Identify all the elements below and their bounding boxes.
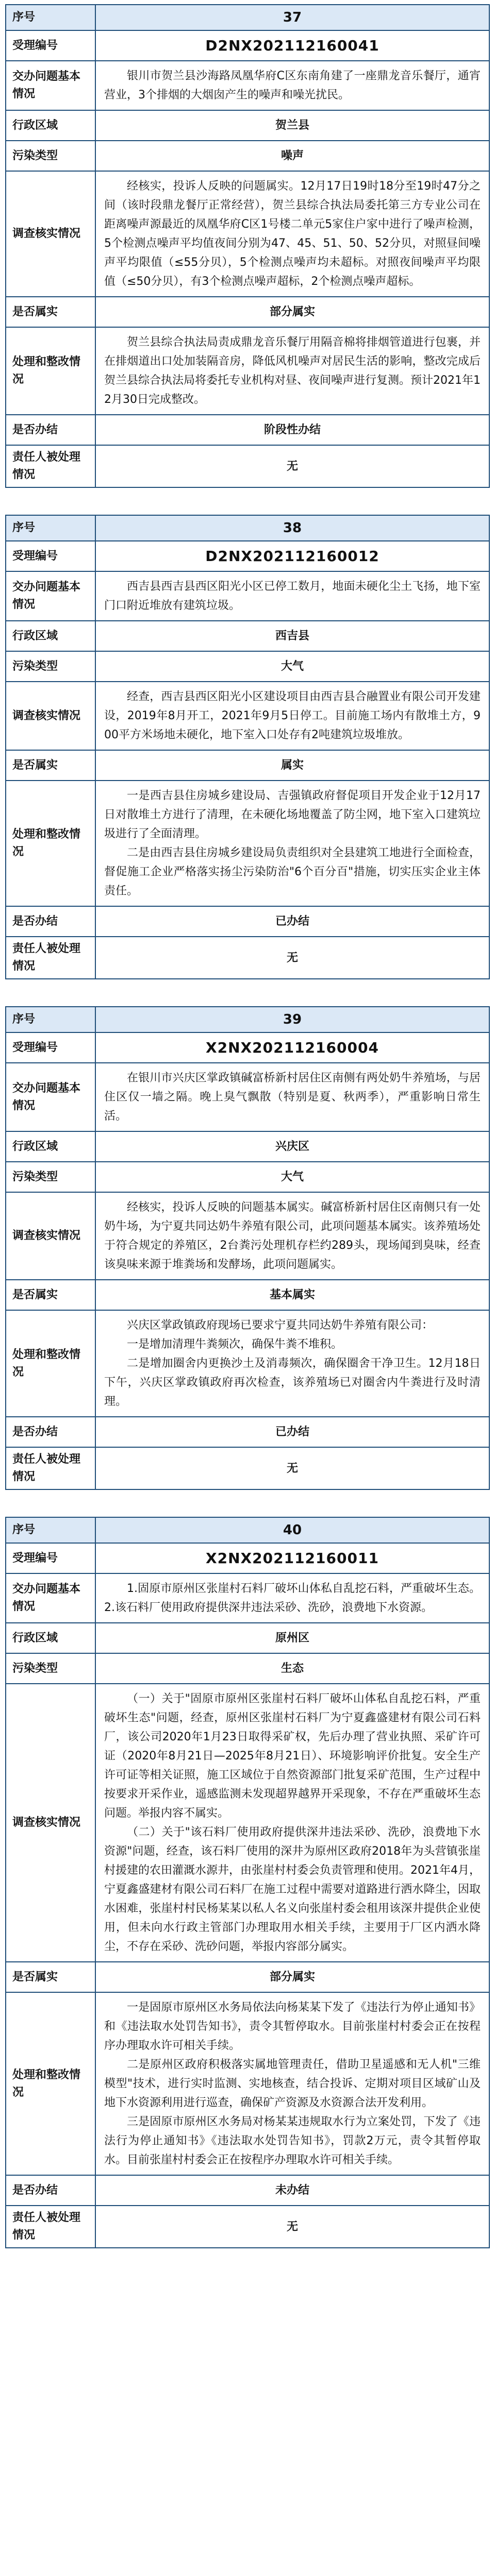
seq-row: [6, 515, 489, 541]
handling-row: [6, 1310, 489, 1417]
handling-row: [6, 781, 489, 906]
handling-paragraph: 一是西吉县住房城乡建设局、吉强镇政府督促项目开发企业于12月17日对散堆土方进行了清理，在未硬化场地覆盖了防尘网，地下室入口建筑垃圾进行了全面清理。: [104, 789, 481, 840]
investigation-row: [6, 1192, 489, 1280]
region-label: 行政区域: [6, 1623, 95, 1653]
case-table: [5, 515, 490, 979]
accountability-value: 无: [95, 937, 489, 979]
closed-row: [6, 2175, 489, 2206]
handling-value: [95, 327, 489, 415]
case-separator: [0, 979, 495, 1006]
handling-paragraph: 兴庆区掌政镇政府现场已要求宁夏共同达奶牛养殖有限公司：: [127, 1319, 434, 1332]
region-label: 行政区域: [6, 110, 95, 141]
issue-label: 交办问题基本情况: [6, 1573, 95, 1623]
verified-value: 部分属实: [95, 1962, 489, 1992]
case-table: [5, 1006, 490, 1490]
pollution-label: 污染类型: [6, 141, 95, 171]
code-value: X2NX202112160011: [95, 1543, 489, 1573]
issue-row: [6, 1063, 489, 1131]
investigation-row: [6, 171, 489, 297]
region-row: [6, 1623, 489, 1653]
investigation-value: [95, 1684, 489, 1962]
pollution-value: 大气: [95, 651, 489, 682]
verified-row: [6, 1962, 489, 1992]
seq-row: [6, 1007, 489, 1032]
accountability-row: [6, 445, 489, 487]
accountability-row: [6, 2206, 489, 2248]
region-value: 兴庆区: [95, 1131, 489, 1162]
verified-label: 是否属实: [6, 750, 95, 781]
region-row: [6, 110, 489, 141]
region-value: 原州区: [95, 1623, 489, 1653]
verified-row: [6, 1280, 489, 1310]
investigation-label: 调查核实情况: [6, 1192, 95, 1280]
case-separator: [0, 1490, 495, 1517]
region-value: 西吉县: [95, 621, 489, 651]
closed-label: 是否办结: [6, 2175, 95, 2206]
issue-label: 交办问题基本情况: [6, 571, 95, 621]
investigation-value: [95, 1192, 489, 1280]
accountability-row: [6, 1447, 489, 1489]
handling-row: [6, 1992, 489, 2175]
investigation-value: [95, 682, 489, 750]
issue-value: 西吉县西吉县西区阳光小区已停工数月，地面未硬化尘土飞扬，地下室门口附近堆放有建筑垃圾。: [95, 571, 489, 621]
code-label: 受理编号: [6, 541, 95, 571]
case-table: [5, 1517, 490, 2248]
code-label: 受理编号: [6, 1543, 95, 1573]
investigation-paragraph: 经核实，投诉人反映的问题属实。12月17日19时18分至19时47分之间（该时段鼎龙餐厅正常经营），贺兰县综合执法局委托第三方专业公司在距离噪声源最近的凤凰华府C区1号楼二单元5家住户家中进行了噪声检测，5个检测点噪声平均值夜间分别为47、45、51、50、52分贝，对照昼间噪声平均限值（≤55分贝），5个检测点噪声均未超标。对照夜间噪声平均限值（≤50分贝），有3个检测点噪声超标，2个检测点噪声超标。: [104, 180, 481, 288]
issue-label: 交办问题基本情况: [6, 61, 95, 110]
investigation-paragraph: 经查，西吉县西区阳光小区建设项目由西吉县合融置业有限公司开发建设，2019年8月开工，2021年9月5日停工。目前施工场内有散堆土方，900平方米场地未硬化，地下室入口处存有2吨建筑垃圾堆放。: [104, 690, 481, 741]
accountability-label: 责任人被处理情况: [6, 1447, 95, 1489]
region-value: 贺兰县: [95, 110, 489, 141]
seq-row: [6, 5, 489, 30]
pollution-value: 大气: [95, 1162, 489, 1192]
issue-value: 在银川市兴庆区掌政镇碱富桥新村居住区南侧有两处奶牛养殖场，与居住区仅一墙之隔。晚上臭气飘散（特别是夏、秋两季），严重影响日常生活。: [95, 1063, 489, 1131]
case-separator: [0, 488, 495, 515]
closed-value: 阶段性办结: [95, 415, 489, 445]
issue-row: [6, 1573, 489, 1623]
investigation-paragraph: （二）关于"该石料厂使用政府提供深井违法采砂、洗砂，浪费地下水资源"问题，经查，该石料厂使用的深井为原州区政府2018年为头营镇张崖村援建的农田灌溉水源井，由张崖村村委会负责管理和使用。2021年4月，宁夏鑫盛建材有限公司石料厂在施工过程中需要对道路进行洒水降尘，因取水困难，张崖村村民杨某某以私人名义向张崖村委会租用该深井提供企业使用，但未向水行政主管部门办理取用水相关手续，主要用于厂区内洒水降尘，不存在采砂、洗砂问题，举报内容部分属实。: [104, 1826, 481, 1953]
accountability-value: 无: [95, 2206, 489, 2248]
verified-value: 基本属实: [95, 1280, 489, 1310]
verified-value: 属实: [95, 750, 489, 781]
pollution-label: 污染类型: [6, 651, 95, 682]
pollution-label: 污染类型: [6, 1162, 95, 1192]
code-row: [6, 1032, 489, 1063]
investigation-paragraph: 经核实，投诉人反映的问题基本属实。碱富桥新村居住区南侧只有一处奶牛场，为宁夏共同达奶牛养殖有限公司，此项问题基本属实。该养殖场处于符合规定的养殖区，2台粪污处理机存栏约289头，现场闻到臭味，经查该臭味来源于堆粪场和发酵场，此项问题属实。: [104, 1201, 481, 1271]
closed-label: 是否办结: [6, 906, 95, 937]
accountability-value: 无: [95, 1447, 489, 1489]
closed-label: 是否办结: [6, 415, 95, 445]
issue-row: [6, 61, 489, 110]
seq-value: 39: [95, 1007, 489, 1032]
seq-label: 序号: [6, 515, 95, 541]
code-row: [6, 30, 489, 61]
accountability-label: 责任人被处理情况: [6, 445, 95, 487]
investigation-row: [6, 1684, 489, 1962]
handling-label: 处理和整改情况: [6, 1310, 95, 1417]
seq-value: 37: [95, 5, 489, 30]
investigation-row: [6, 682, 489, 750]
verified-row: [6, 297, 489, 327]
verified-label: 是否属实: [6, 297, 95, 327]
seq-value: 40: [95, 1517, 489, 1543]
seq-label: 序号: [6, 5, 95, 30]
cases-container: [0, 4, 495, 2248]
code-value: D2NX202112160012: [95, 541, 489, 571]
closed-row: [6, 906, 489, 937]
closed-row: [6, 415, 489, 445]
verified-label: 是否属实: [6, 1962, 95, 1992]
code-label: 受理编号: [6, 1032, 95, 1063]
handling-paragraph: 三是固原市原州区水务局对杨某某违规取水行为立案处罚，下发了《违法行为停止通知书》《违法取水处罚告知书》，罚款2万元，责令其暂停取水。目前张崖村村委会正在按程序办理取水许可相关手续。: [104, 2115, 481, 2166]
handling-paragraph: 贺兰县综合执法局责成鼎龙音乐餐厅用隔音棉将排烟管道进行包裹，并在排烟道出口处加装隔音房，降低风机噪声对居民生活的影响，整改完成后贺兰县综合执法局将委托专业机构对昼、夜间噪声进行复测。预计2021年12月30日完成整改。: [104, 336, 481, 406]
region-row: [6, 621, 489, 651]
region-label: 行政区域: [6, 621, 95, 651]
accountability-value: 无: [95, 445, 489, 487]
issue-value: 1.固原市原州区张崖村石料厂破坏山体私自乱挖石料，严重破坏生态。2.该石料厂使用政府提供深井违法采砂、洗砂，浪费地下水资源。: [95, 1573, 489, 1623]
seq-label: 序号: [6, 1007, 95, 1032]
handling-row: [6, 327, 489, 415]
investigation-label: 调查核实情况: [6, 171, 95, 297]
handling-value: [95, 1310, 489, 1417]
issue-row: [6, 571, 489, 621]
pollution-value: 生态: [95, 1653, 489, 1684]
accountability-row: [6, 937, 489, 979]
seq-label: 序号: [6, 1517, 95, 1543]
closed-label: 是否办结: [6, 1417, 95, 1447]
closed-value: 已办结: [95, 906, 489, 937]
region-row: [6, 1131, 489, 1162]
pollution-label: 污染类型: [6, 1653, 95, 1684]
pollution-row: [6, 651, 489, 682]
handling-label: 处理和整改情况: [6, 781, 95, 906]
case-table: [5, 4, 490, 488]
handling-paragraph: 一是增加清理牛粪频次，确保牛粪不堆积。: [127, 1338, 343, 1351]
code-label: 受理编号: [6, 30, 95, 61]
seq-value: 38: [95, 515, 489, 541]
seq-row: [6, 1517, 489, 1543]
issue-label: 交办问题基本情况: [6, 1063, 95, 1131]
code-row: [6, 541, 489, 571]
accountability-label: 责任人被处理情况: [6, 937, 95, 979]
closed-value: 未办结: [95, 2175, 489, 2206]
investigation-value: [95, 171, 489, 297]
code-value: X2NX202112160004: [95, 1032, 489, 1063]
verified-label: 是否属实: [6, 1280, 95, 1310]
pollution-row: [6, 141, 489, 171]
verified-value: 部分属实: [95, 297, 489, 327]
pollution-row: [6, 1653, 489, 1684]
closed-value: 已办结: [95, 1417, 489, 1447]
handling-label: 处理和整改情况: [6, 1992, 95, 2175]
pollution-row: [6, 1162, 489, 1192]
investigation-label: 调查核实情况: [6, 1684, 95, 1962]
investigation-paragraph: （一）关于"固原市原州区张崖村石料厂破坏山体私自乱挖石料，严重破坏生态"问题，经查，原州区张崖村石料厂为宁夏鑫盛建材有限公司石料厂，该公司2020年1月23日取得采矿权，先后办理了营业执照、采矿许可证（2020年8月21日—2025年8月21日）、环境影响评价批复。安全生产许可证等相关证照，施工区域位于自然资源部门批复采矿范围，生产过程中按要求开采作业，遥感监测未发现超界越界开采现象，不存在严重破坏生态问题。举报内容不属实。: [104, 1692, 481, 1820]
issue-value: 银川市贺兰县沙海路凤凰华府C区东南角建了一座鼎龙音乐餐厅，通宵营业，3个排烟的大烟囱产生的噪声和噪光扰民。: [95, 61, 489, 110]
verified-row: [6, 750, 489, 781]
handling-paragraph: 一是固原市原州区水务局依法向杨某某下发了《违法行为停止通知书》和《违法取水处罚告知书》，责令其暂停取水。目前张崖村村委会正在按程序办理取水许可相关手续。: [104, 2001, 481, 2052]
handling-paragraph: 二是增加圈舍内更换沙土及消毒频次，确保圈舍干净卫生。12月18日下午，兴庆区掌政镇政府再次检查，该养殖场已对圈舍内牛粪进行及时清理。: [104, 1357, 481, 1408]
handling-paragraph: 二是由西吉县住房城乡建设局负责组织对全县建筑工地进行全面检查，督促施工企业严格落实扬尘污染防治"6个百分百"措施，切实压实企业主体责任。: [104, 846, 481, 897]
pollution-value: 噪声: [95, 141, 489, 171]
handling-value: [95, 781, 489, 906]
code-row: [6, 1543, 489, 1573]
handling-paragraph: 二是原州区政府积极落实属地管理责任，借助卫星遥感和无人机"三维模型"技术，进行实时监测、实地核查，结合投诉、定期对项目区域矿山及地下水资源利用进行巡查，确保矿产资源及水资源合法开发利用。: [104, 2058, 481, 2109]
accountability-label: 责任人被处理情况: [6, 2206, 95, 2248]
handling-value: [95, 1992, 489, 2175]
investigation-label: 调查核实情况: [6, 682, 95, 750]
handling-label: 处理和整改情况: [6, 327, 95, 415]
code-value: D2NX202112160041: [95, 30, 489, 61]
closed-row: [6, 1417, 489, 1447]
region-label: 行政区域: [6, 1131, 95, 1162]
